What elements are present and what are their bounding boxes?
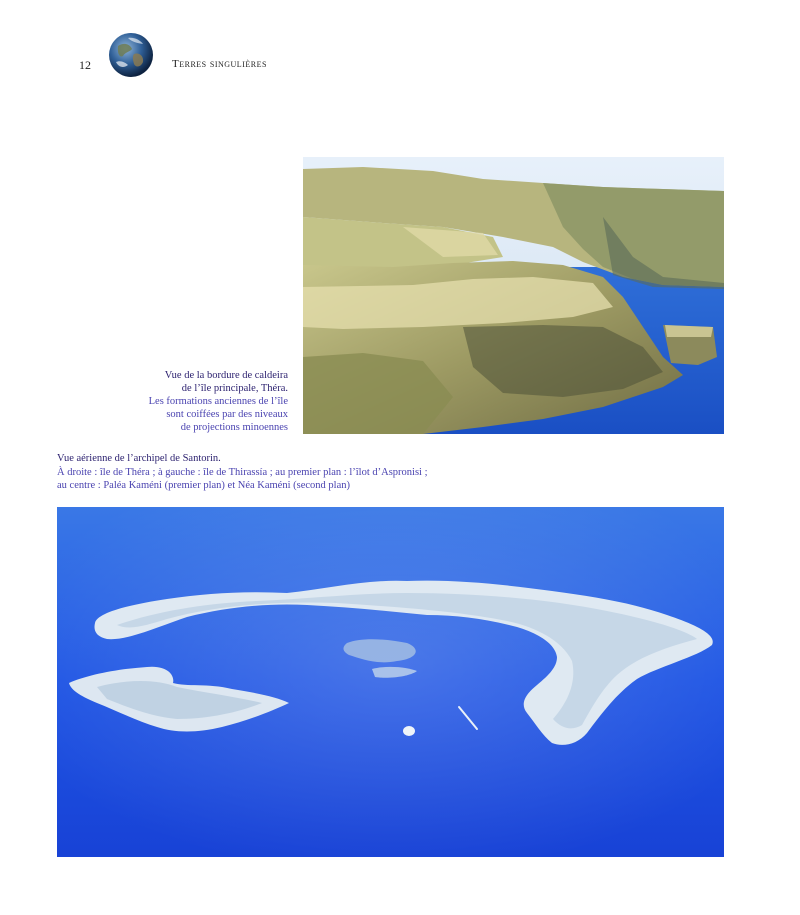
caldera-caption xyxy=(88,369,288,434)
caption-line: de l’île principale, Théra. xyxy=(181,383,288,394)
caldera-caption-title xyxy=(88,369,288,395)
caption-line: au centre : Paléa Kaméni (premier plan) et Néa Kaméni (second plan) xyxy=(57,480,350,491)
caption-line: de projections minoennes xyxy=(180,422,288,433)
caldera-cliff-photo xyxy=(303,157,724,434)
caldera-caption-body xyxy=(88,395,288,434)
earth-globe-icon xyxy=(108,32,154,78)
running-head: Terres singulières xyxy=(172,58,267,70)
page-number: 12 xyxy=(79,58,91,72)
caption-line: Les formations anciennes de l’île xyxy=(148,396,288,407)
archipelago-caption-body xyxy=(57,466,557,492)
caption-line: À droite : île de Théra ; à gauche : île de Thirassía ; au premier plan : l’îlot d’Aspronisi ; xyxy=(57,467,428,478)
caption-line: Vue de la bordure de caldeira xyxy=(164,370,288,381)
archipelago-caption xyxy=(57,452,557,492)
archipelago-caption-title: Vue aérienne de l’archipel de Santorin. xyxy=(57,453,221,464)
caption-line: sont coiffées par des niveaux xyxy=(166,409,288,420)
santorini-aerial-photo xyxy=(57,507,724,857)
